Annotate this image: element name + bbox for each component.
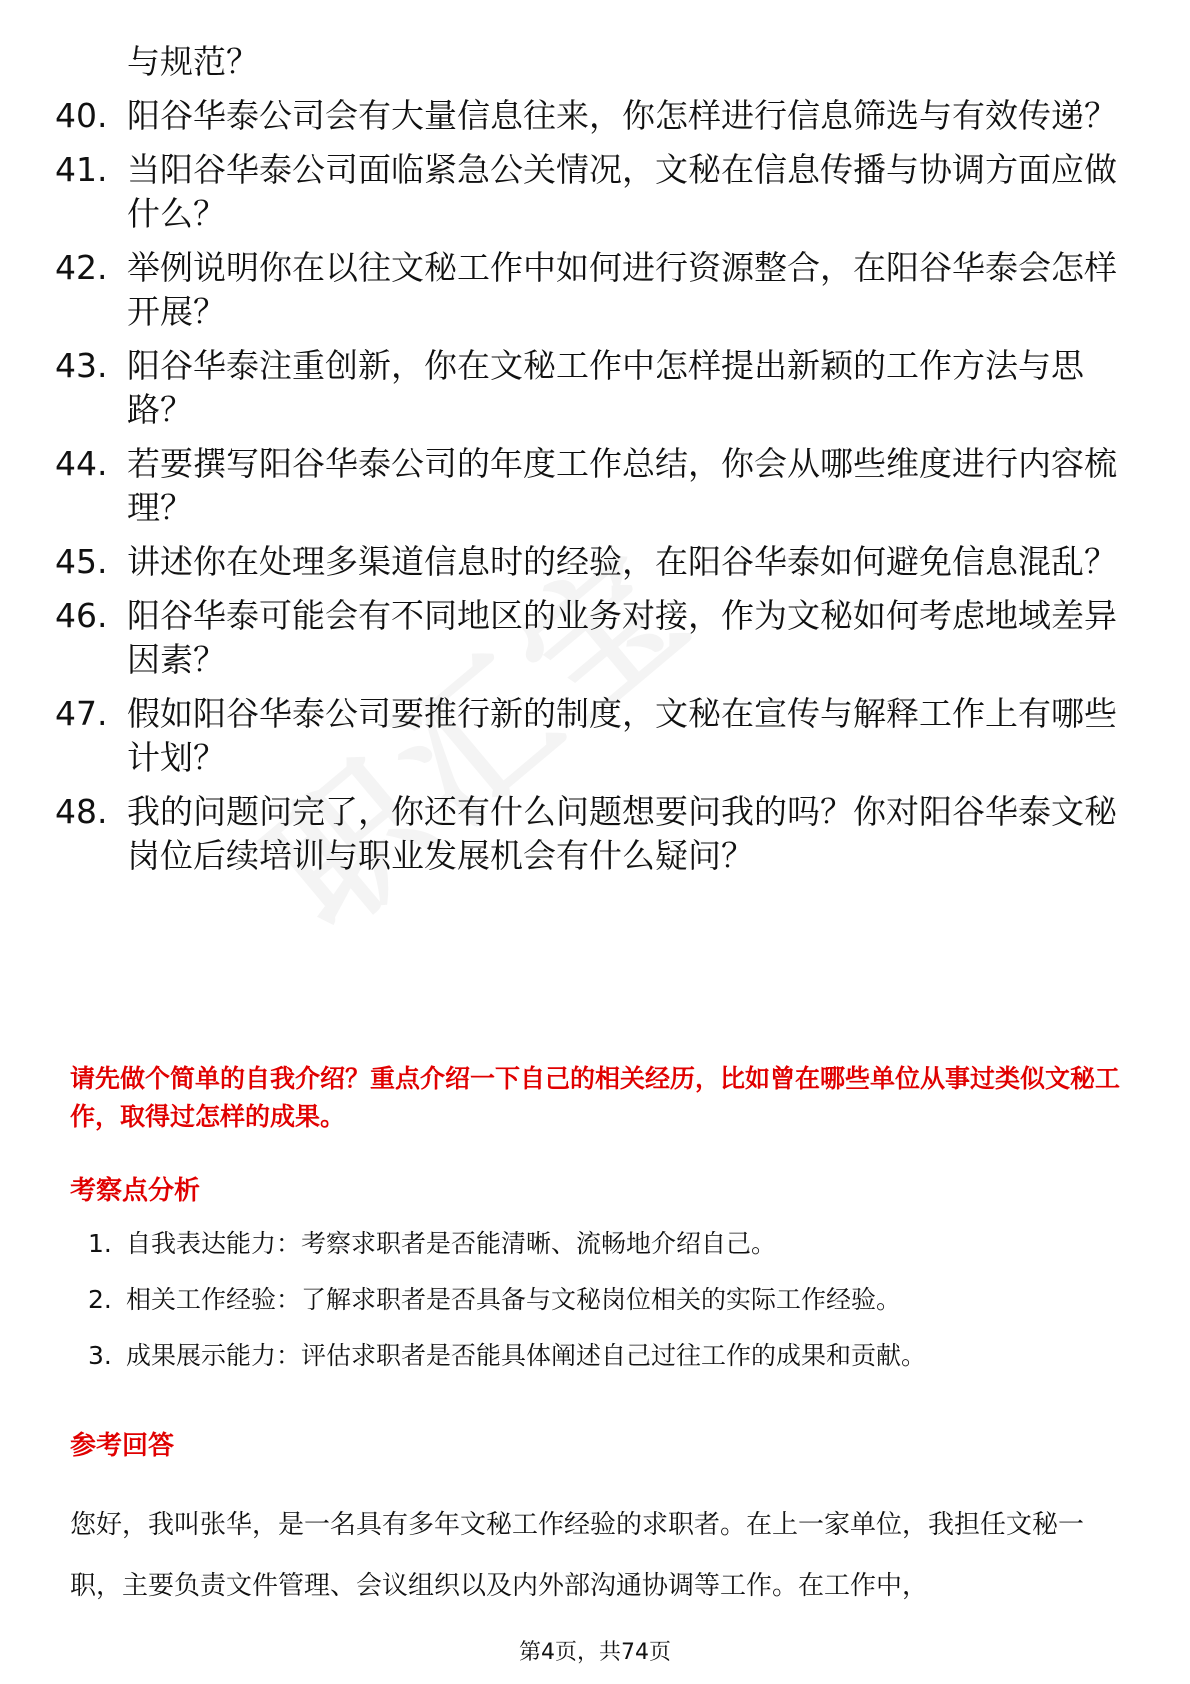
analysis-point xyxy=(88,1228,1118,1260)
point-number: 1. xyxy=(88,1229,112,1258)
reference-answer: 您好，我叫张华，是一名具有多年文秘工作经验的求职者。在上一家单位，我担任文秘一职，主要负责文件管理、会议组织以及内外部沟通协调等工作。在工作中， xyxy=(70,1510,1085,1601)
question-number: 48. xyxy=(55,792,108,831)
analysis-points xyxy=(88,1228,1118,1396)
analysis-point xyxy=(88,1284,1118,1316)
reference-title: 参考回答 xyxy=(70,1431,175,1461)
analysis-title: 考察点分析 xyxy=(70,1176,201,1206)
highlight-question: 请先做个简单的自我介绍？重点介绍一下自己的相关经历，比如曾在哪些单位从事过类似文秘工作，取得过怎样的成果。 xyxy=(70,1064,1121,1131)
question-number: 46. xyxy=(55,596,108,635)
question-text: 讲述你在处理多渠道信息时的经验，在阳谷华泰如何避免信息混乱？ xyxy=(127,542,1117,581)
point-text: 自我表达能力：考察求职者是否能清晰、流畅地介绍自己。 xyxy=(126,1229,777,1258)
question-item xyxy=(55,94,1125,138)
point-text: 成果展示能力：评估求职者是否能具体阐述自己过往工作的成果和贡献。 xyxy=(126,1341,927,1370)
question-list xyxy=(55,40,1125,888)
question-number: 45. xyxy=(55,542,108,581)
question-item xyxy=(55,594,1125,682)
analysis-point xyxy=(88,1340,1118,1372)
question-text: 阳谷华泰可能会有不同地区的业务对接，作为文秘如何考虑地域差异因素？ xyxy=(127,596,1117,679)
question-number: 40. xyxy=(55,96,108,135)
question-item xyxy=(55,692,1125,780)
question-number: 43. xyxy=(55,346,108,385)
continuation-text: 与规范？ xyxy=(127,42,259,81)
question-text: 若要撰写阳谷华泰公司的年度工作总结，你会从哪些维度进行内容梳理？ xyxy=(127,444,1117,527)
question-text: 举例说明你在以往文秘工作中如何进行资源整合，在阳谷华泰会怎样开展？ xyxy=(127,248,1117,331)
question-item xyxy=(55,148,1125,236)
question-continuation xyxy=(55,40,1125,84)
point-text: 相关工作经验：了解求职者是否具备与文秘岗位相关的实际工作经验。 xyxy=(126,1285,902,1314)
question-text: 阳谷华泰公司会有大量信息往来，你怎样进行信息筛选与有效传递？ xyxy=(127,96,1117,135)
question-item xyxy=(55,790,1125,878)
question-item xyxy=(55,442,1125,530)
question-text: 假如阳谷华泰公司要推行新的制度，文秘在宣传与解释工作上有哪些计划？ xyxy=(127,694,1117,777)
point-number: 3. xyxy=(88,1341,112,1370)
question-text: 我的问题问完了，你还有什么问题想要问我的吗？你对阳谷华泰文秘岗位后续培训与职业发展机会有什么疑问？ xyxy=(127,792,1117,875)
page-footer: 第4页，共74页 xyxy=(519,1640,671,1665)
point-number: 2. xyxy=(88,1285,112,1314)
question-item xyxy=(55,344,1125,432)
question-number: 41. xyxy=(55,150,108,189)
question-number: 47. xyxy=(55,694,108,733)
question-item xyxy=(55,246,1125,334)
question-item xyxy=(55,540,1125,584)
question-number: 42. xyxy=(55,248,108,287)
question-text: 当阳谷华泰公司面临紧急公关情况，文秘在信息传播与协调方面应做什么？ xyxy=(127,150,1117,233)
question-number: 44. xyxy=(55,444,108,483)
question-text: 阳谷华泰注重创新，你在文秘工作中怎样提出新颖的工作方法与思路？ xyxy=(127,346,1084,429)
